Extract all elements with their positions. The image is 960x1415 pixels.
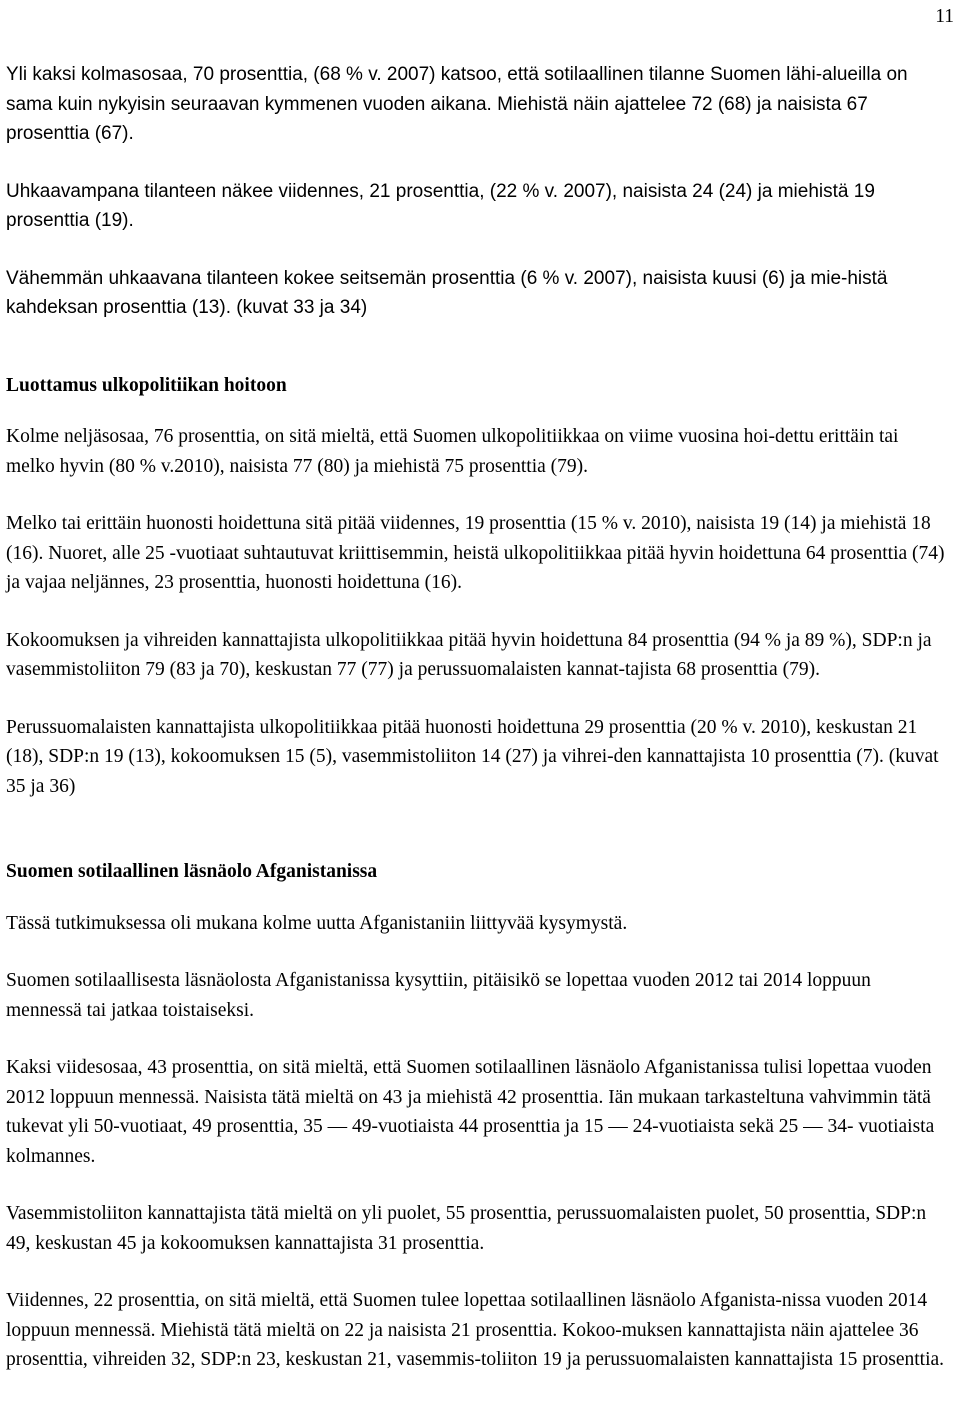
- section-heading-afghanistan: Suomen sotilaallinen läsnäolo Afganistanissa: [6, 861, 378, 882]
- section-heading-foreign-policy: Luottamus ulkopolitiikan hoitoon: [6, 374, 287, 396]
- paragraph-less-threatening: [6, 264, 946, 323]
- paragraph-military-situation: Yli kaksi kolmasosaa, 70 prosenttia, (68 % v. 2007) katsoo, että sotilaallinen tilanne Suomen lähi-alueilla on sama kuin nykyisin seuraavan kymmenen vuoden aikana. Miehistä näin ajattelee 72 (68) ja naisista 67 prosenttia (67).: [6, 64, 908, 144]
- paragraph-party-views-2012: Vasemmistoliiton kannattajista tätä mieltä on yli puolet, 55 prosenttia, perussuomalaisten puolet, 50 prosenttia, SDP:n 49, keskustan 45 ja kokoomuksen kannattajista 31 prosenttia.: [6, 1203, 927, 1254]
- figure-reference: (kuvat 35 ja 36): [6, 746, 939, 797]
- figure-reference: (kuvat 33 ja 34): [236, 297, 368, 318]
- paragraph-more-threatening: Uhkaavampana tilanteen näkee viidennes, 21 prosenttia, (22 % v. 2007), naisista 24 (24) ja miehistä 19 prosenttia (19).: [6, 180, 875, 231]
- paragraph-end-2012: Kaksi viidesosaa, 43 prosenttia, on sitä mieltä, että Suomen sotilaallinen läsnäolo Afganistanissa tulisi lopettaa vuoden 2012 loppuun mennessä. Naisista tätä mieltä on 43 ja miehistä 42 prosenttia. Iän mukaan tarkasteltuna vahvimmin tätä tukevat yli 50-vuotiaat, 49 prosenttia, 35 — 49-vuotiaista 44 prosenttia ja 15 — 24-vuotiaista sekä 25 — 34- vuotiaista kolmannes.: [6, 1057, 935, 1167]
- paragraph-end-2014: Viidennes, 22 prosenttia, on sitä mieltä, että Suomen tulee lopettaa sotilaallinen läsnäolo Afganista-nissa vuoden 2014 loppuun mennessä. Miehistä tätä mieltä on 22 ja naisista 21 prosenttia. Kokoo-muksen kannattajista näin ajattelee 36 prosenttia, vihreiden 32, SDP:n 23, keskustan 21, vasemmis-toliiton 19 ja perussuomalaisten kannattajista 15 prosenttia.: [6, 1290, 945, 1370]
- paragraph-policy-poorly-handled: [6, 509, 946, 598]
- page-number: 11: [935, 6, 954, 27]
- paragraph-text: Melko tai erittäin huonosti hoidettuna sitä pitää viidennes, 19 prosenttia (15 % v. 2010), naisista 19 (14) ja miehistä 18 (16).: [6, 513, 931, 564]
- paragraph-party-supporters-poor: [6, 713, 946, 802]
- paragraph-party-supporters-good: Kokoomuksen ja vihreiden kannattajista ulkopolitiikkaa pitää hyvin hoidettuna 84 prosenttia (94 % ja 89 %), SDP:n ja vasemmistoliiton 79 (83 ja 70), keskustan 77 (77) ja perussuomalaisten kannat-tajista 68 prosenttia (79).: [6, 629, 932, 680]
- paragraph-new-questions: Tässä tutkimuksessa oli mukana kolme uutta Afganistaniin liittyvää kysymystä.: [6, 912, 628, 934]
- paragraph-question-description: Suomen sotilaallisesta läsnäolosta Afganistanissa kysyttiin, pitäisikö se lopettaa vuoden 2012 tai 2014 loppuun mennessä tai jatkaa toistaiseksi.: [6, 970, 871, 1021]
- paragraph-policy-well-handled: Kolme neljäsosaa, 76 prosenttia, on sitä mieltä, että Suomen ulkopolitiikkaa on viime vuosina hoi-dettu erittäin tai melko hyvin (80 % v.2010), naisista 77 (80) ja miehistä 75 prosenttia (79).: [6, 426, 899, 477]
- paragraph-text: Vähemmän uhkaavana tilanteen kokee seitsemän prosenttia (6 % v. 2007), naisista kuusi (6) ja mie-histä kahdeksan prosenttia (13).: [6, 267, 888, 318]
- paragraph-text-youth: Nuoret, alle 25 -vuotiaat suhtautuvat kriittisemmin, heistä ulkopolitiikkaa pitää hyvin hoidettuna 64 prosenttia (74) ja vajaa neljännes, 23 prosenttia, huonosti hoidettuna (16).: [6, 542, 945, 593]
- paragraph-text: Perussuomalaisten kannattajista ulkopolitiikkaa pitää huonosti hoidettuna 29 prosenttia (20 % v. 2010), keskustan 21 (18), SDP:n 19 (13), kokoomuksen 15 (5), vasemmistoliiton 14 (27) ja vihrei-den kannattajista 10 prosenttia (7).: [6, 716, 918, 767]
